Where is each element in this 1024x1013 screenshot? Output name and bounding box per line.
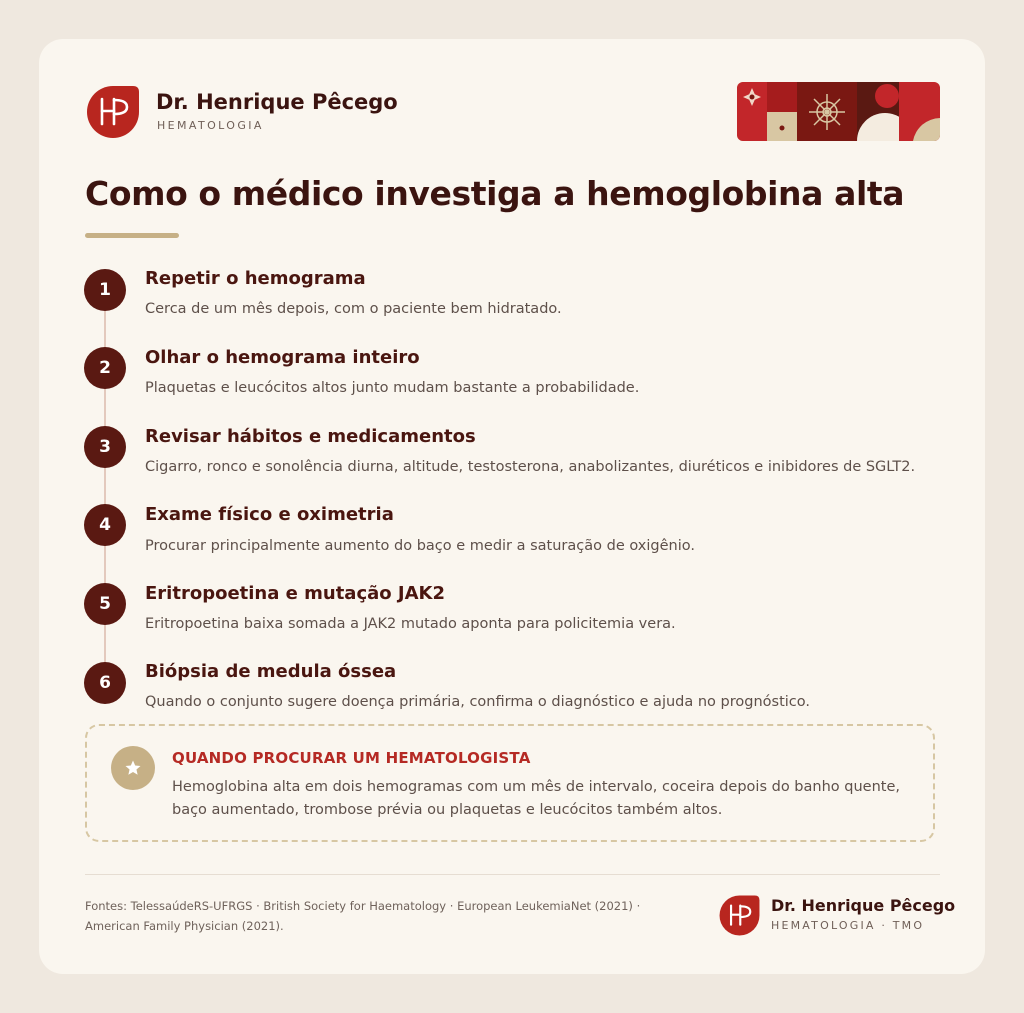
step-number-6: 6 (84, 662, 126, 704)
callout-title: QUANDO PROCURAR UM HEMATOLOGISTA (172, 749, 531, 767)
star-icon (111, 746, 155, 790)
step-title-4: Exame físico e oximetria (145, 504, 394, 525)
step-description-2: Plaquetas e leucócitos altos junto mudam bastante a probabilidade. (145, 380, 640, 396)
callout-text: Hemoglobina alta em dois hemogramas com um mês de intervalo, coceira depois do banho quente, baço aumentado, trombose prévia ou plaquetas e leucócitos também altos. (172, 779, 900, 818)
step-title-1: Repetir o hemograma (145, 268, 366, 289)
step-description-3: Cigarro, ronco e sonolência diurna, altitude, testosterona, anabolizantes, diuréticos e inibidores de SGLT2. (145, 459, 916, 475)
step-title-3: Revisar hábitos e medicamentos (145, 426, 476, 447)
step-description-5: Eritropoetina baixa somada a JAK2 mutado aponta para policitemia vera. (145, 616, 676, 632)
step-description-6: Quando o conjunto sugere doença primária, confirma o diagnóstico e ajuda no prognóstico. (145, 694, 810, 710)
step-title-6: Biópsia de medula óssea (145, 661, 397, 682)
footer-divider (85, 874, 940, 875)
decorative-pattern-icon (737, 82, 940, 141)
step-description-4: Procurar principalmente aumento do baço e medir a saturação de oxigênio. (145, 538, 695, 554)
step-number-3: 3 (84, 426, 126, 468)
brand-subtitle: HEMATOLOGIA (157, 119, 264, 132)
footer-sources: Fontes: TelessaúdeRS-UFRGS · British Society for Haematology · European LeukemiaNet (2021) · American Family Physician (2021). (85, 899, 641, 933)
hp-monogram-logo-icon (85, 84, 141, 140)
brand-name: Dr. Henrique Pêcego (156, 90, 398, 114)
hp-monogram-logo-icon (718, 894, 761, 937)
step-title-5: Eritropoetina e mutação JAK2 (145, 583, 445, 604)
step-number-2: 2 (84, 347, 126, 389)
step-number-4: 4 (84, 504, 126, 546)
page-title: Como o médico investiga a hemoglobina alta (85, 174, 905, 213)
step-description-1: Cerca de um mês depois, com o paciente bem hidratado. (145, 301, 562, 317)
step-title-2: Olhar o hemograma inteiro (145, 347, 420, 368)
footer-brand-subtitle: HEMATOLOGIA · TMO (771, 919, 925, 932)
step-number-1: 1 (84, 269, 126, 311)
footer-brand-name: Dr. Henrique Pêcego (771, 896, 956, 915)
step-number-5: 5 (84, 583, 126, 625)
title-underline (85, 233, 179, 238)
